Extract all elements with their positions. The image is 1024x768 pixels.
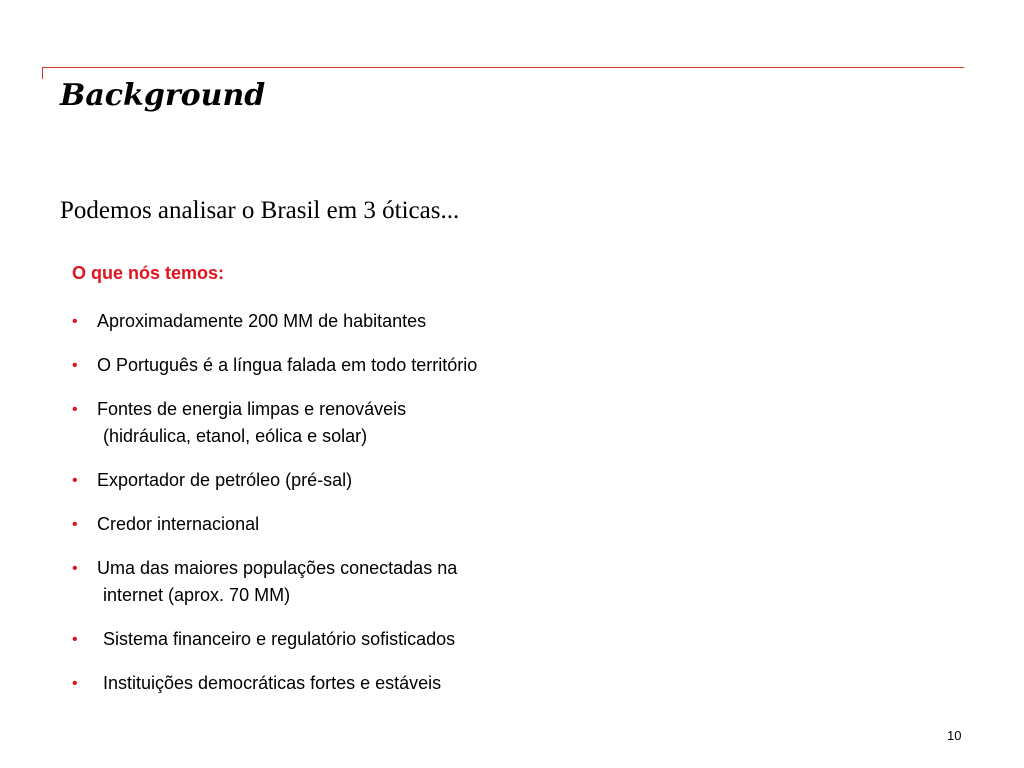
page-number: 10 xyxy=(947,728,962,743)
bullet-icon: • xyxy=(72,357,78,374)
bullet-icon: • xyxy=(72,516,78,533)
bullet-text: Credor internacional xyxy=(97,514,260,534)
bullet-icon: • xyxy=(72,401,78,418)
bullet-text: Sistema financeiro e regulatório sofisticados xyxy=(103,629,456,649)
bullet-icon: • xyxy=(72,472,78,489)
list-item xyxy=(72,555,477,609)
bullet-text: O Português é a língua falada em todo território xyxy=(97,355,478,375)
header-rule xyxy=(42,67,964,68)
bullet-text-continuation: internet (aprox. 70 MM) xyxy=(103,585,291,605)
bullet-text: Fontes de energia limpas e renováveis xyxy=(97,399,407,419)
bullet-text: Exportador de petróleo (pré-sal) xyxy=(97,470,353,490)
bullet-text: Uma das maiores populações conectadas na xyxy=(97,558,458,578)
bullet-icon: • xyxy=(72,313,78,330)
list-item xyxy=(72,352,477,379)
bullet-text: Aproximadamente 200 MM de habitantes xyxy=(97,311,427,331)
bullet-text-continuation: (hidráulica, etanol, eólica e solar) xyxy=(103,426,368,446)
list-item xyxy=(72,626,477,653)
list-item xyxy=(72,467,477,494)
bullet-icon: • xyxy=(72,560,78,577)
header-rule-corner xyxy=(42,67,43,79)
list-item xyxy=(72,511,477,538)
list-item xyxy=(72,308,477,335)
slide-title: Background xyxy=(60,78,266,113)
list-item xyxy=(72,670,477,697)
bullet-text: Instituições democráticas fortes e estáveis xyxy=(103,673,442,693)
bullet-list xyxy=(72,308,477,714)
section-heading: O que nós temos: xyxy=(72,263,225,283)
bullet-icon: • xyxy=(72,675,78,692)
slide-subtitle: Podemos analisar o Brasil em 3 óticas... xyxy=(60,197,460,224)
list-item xyxy=(72,396,477,450)
bullet-icon: • xyxy=(72,631,78,648)
